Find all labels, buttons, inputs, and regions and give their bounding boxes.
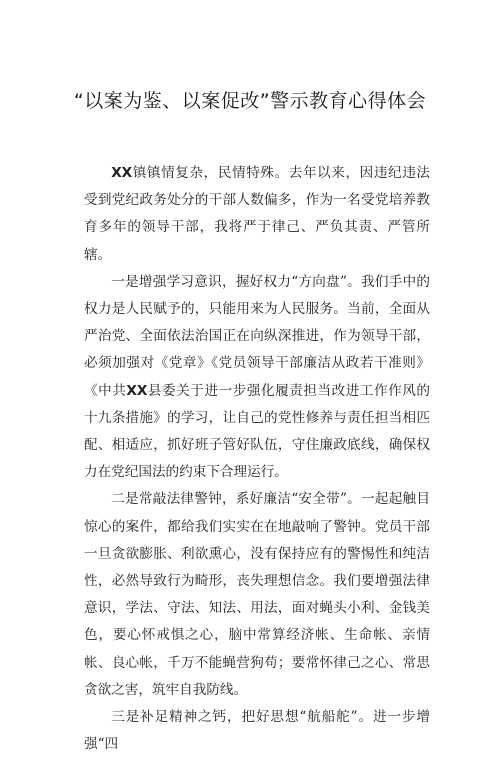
placeholder-xx: XX	[111, 165, 133, 181]
paragraph-1	[84, 160, 430, 269]
paragraph-2	[84, 269, 430, 487]
paragraph-text: 镇镇情复杂，民情特殊。去年以来，因违纪违法受到党纪政务处分的干部人数偏多，作为一名受党培养教育多年的领导干部，我将严于律己、严负其责、严管所辖。	[84, 165, 430, 263]
paragraph-text: 县委关于进一步强化履责担当改进工作作风的十九条措施》的学习，让自己的党性修养与责任担当相匹配、相适应，抓好班子管好队伍，守住廉政底线，确保权力在党纪国法的约束下合理运行。	[84, 382, 431, 481]
paragraph-4	[84, 704, 430, 758]
placeholder-xx: XX	[126, 382, 148, 399]
paragraph-3	[84, 486, 430, 704]
document-body	[84, 160, 430, 758]
paragraph-text: 三是补足精神之钙，把好思想“航船舵”。进一步增强“四	[84, 709, 430, 753]
paragraph-text: 一是增强学习意识，握好权力“方向盘”。我们手中的权力是人民赋予的，只能用来为人民服务。当前，全面从严治党、全面依法治国正在向纵深推进，作为领导干部，必须加强对《党章》《党员领导干部廉洁从政若干准则》《中共	[84, 273, 430, 399]
paragraph-text: 二是常敲法律警钟，系好廉洁“安全带”。一起起触目惊心的案件，都给我们实实在在地敲响了警钟。党员干部一旦贪欲膨胀、利欲熏心，没有保持应有的警惕性和纯洁性，必然导致行为畸形，丧失理想信念。我们要增强法律意识，学法、守法、知法、用法，面对蝇头小利、金钱美色，要心怀戒惧之心，脑中常算经济帐、生命帐、亲情帐、良心帐，千万不能蝇营狗苟；要常怀律己之心、常思贪欲之害，筑牢自我防线。	[84, 491, 430, 698]
document-title: “以案为鉴、以案促改”警示教育心得体会	[73, 90, 427, 112]
